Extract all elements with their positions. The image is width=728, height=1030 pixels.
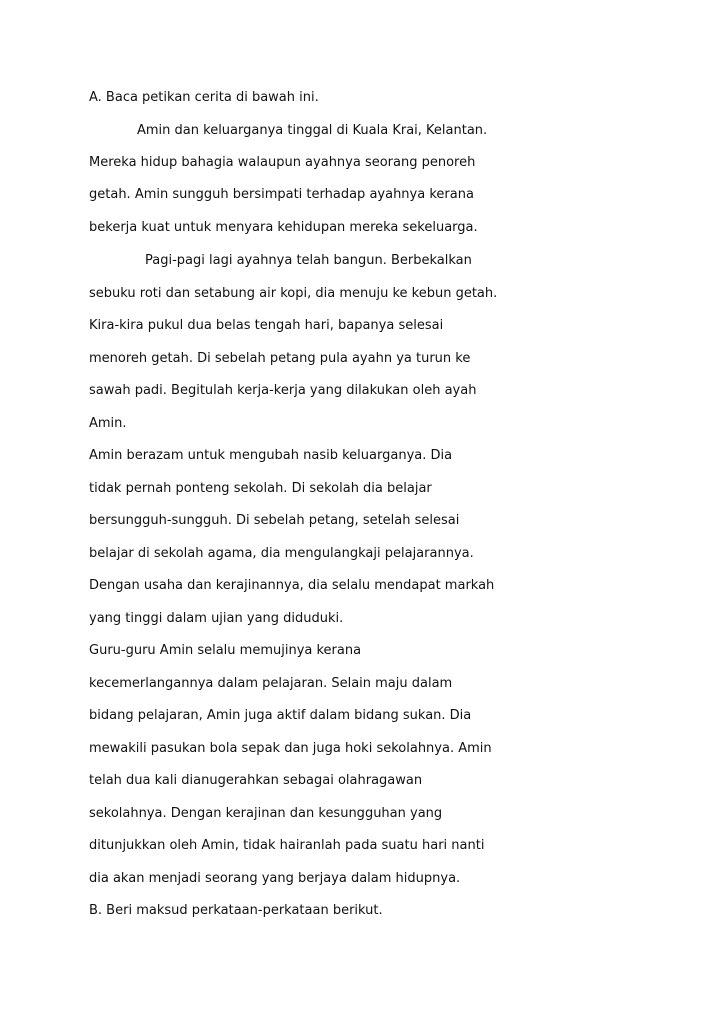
section-a-heading: A. Baca petikan cerita di bawah ini.: [89, 90, 319, 105]
paragraph-line: belajar di sekolah agama, dia mengulangkaji pelajarannya.: [89, 546, 474, 561]
paragraph-line: Pagi-pagi lagi ayahnya telah bangun. Berbekalkan: [145, 253, 472, 268]
paragraph-line: Dengan usaha dan kerajinannya, dia selalu mendapat markah: [89, 578, 495, 593]
paragraph-line: bekerja kuat untuk menyara kehidupan mereka sekeluarga.: [89, 220, 478, 235]
section-b-heading: B. Beri maksud perkataan-perkataan berikut.: [89, 903, 383, 918]
paragraph-line: menoreh getah. Di sebelah petang pula ayahn ya turun ke: [89, 351, 471, 366]
paragraph-line: telah dua kali dianugerahkan sebagai olahragawan: [89, 773, 423, 788]
paragraph-line: yang tinggi dalam ujian yang diduduki.: [89, 611, 344, 626]
paragraph-line: Amin dan keluarganya tinggal di Kuala Krai, Kelantan.: [137, 123, 488, 138]
paragraph-line: getah. Amin sungguh bersimpati terhadap ayahnya kerana: [89, 187, 474, 202]
paragraph-line: Amin.: [89, 416, 127, 431]
paragraph-line: sawah padi. Begitulah kerja-kerja yang dilakukan oleh ayah: [89, 383, 477, 398]
paragraph-line: Kira-kira pukul dua belas tengah hari, bapanya selesai: [89, 318, 444, 333]
paragraph-line: sebuku roti dan setabung air kopi, dia menuju ke kebun getah.: [89, 286, 498, 301]
paragraph-line: kecemerlangannya dalam pelajaran. Selain maju dalam: [89, 676, 453, 691]
paragraph-line: Amin berazam untuk mengubah nasib keluarganya. Dia: [89, 448, 453, 463]
paragraph-line: ditunjukkan oleh Amin, tidak hairanlah pada suatu hari nanti: [89, 838, 485, 853]
paragraph-line: bidang pelajaran, Amin juga aktif dalam bidang sukan. Dia: [89, 708, 472, 723]
paragraph-line: dia akan menjadi seorang yang berjaya dalam hidupnya.: [89, 871, 461, 886]
paragraph-line: mewakili pasukan bola sepak dan juga hoki sekolahnya. Amin: [89, 741, 492, 756]
paragraph-line: sekolahnya. Dengan kerajinan dan kesungguhan yang: [89, 806, 443, 821]
paragraph-line: Guru-guru Amin selalu memujinya kerana: [89, 643, 362, 658]
paragraph-line: bersungguh-sungguh. Di sebelah petang, setelah selesai: [89, 513, 460, 528]
paragraph-line: tidak pernah ponteng sekolah. Di sekolah dia belajar: [89, 481, 432, 496]
paragraph-line: Mereka hidup bahagia walaupun ayahnya seorang penoreh: [89, 155, 476, 170]
